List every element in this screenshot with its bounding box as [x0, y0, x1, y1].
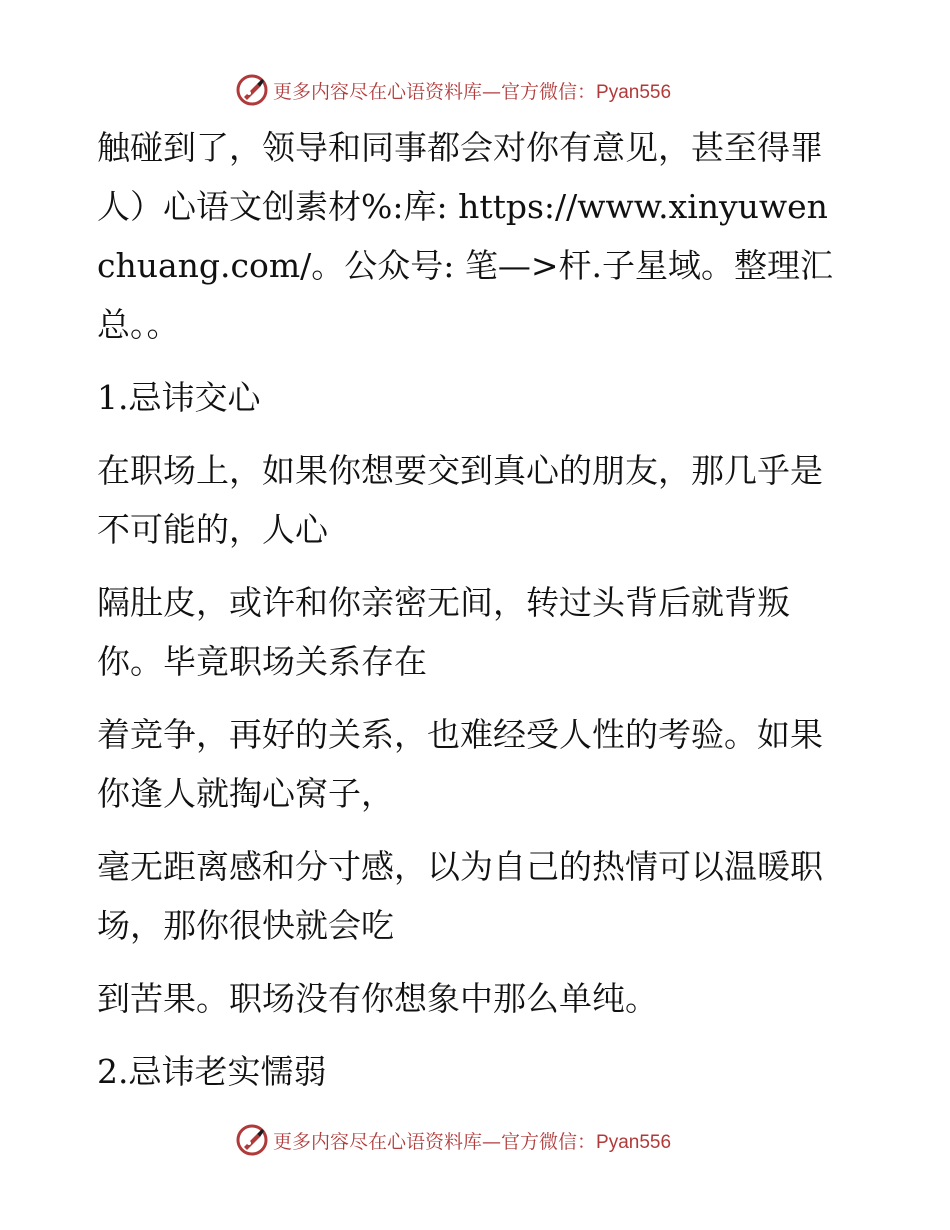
watermark-text: 更多内容尽在心语资料库—官方微信：Pyan556 [273, 1130, 672, 1153]
paragraph-5: 到苦果。职场没有你想象中那么单纯。 [97, 979, 658, 1018]
paragraph-intro: 触碰到了，领导和同事都会对你有意见，甚至得罪人）心语文创素材%:库: https://www.xinyuwenchuang.com/。公众号: 笔—>杆.子星域。整理汇总。。 [97, 128, 834, 344]
paragraph-1: 在职场上，如果你想要交到真心的朋友，那几乎是不可能的，人心 [97, 451, 823, 549]
watermark-text: 更多内容尽在心语资料库—官方微信：Pyan556 [273, 80, 672, 103]
document-body [97, 118, 837, 1115]
paragraph-2: 隔肚皮，或许和你亲密无间，转过头背后就背叛你。毕竟职场关系存在 [97, 583, 790, 681]
pen-logo-icon [235, 1123, 269, 1157]
paragraph-3: 着竞争，再好的关系，也难经受人性的考验。如果你逢人就掏心窝子， [97, 715, 823, 813]
header-watermark [235, 72, 671, 108]
heading-1: 1.忌讳交心 [97, 378, 261, 417]
paragraph-4: 毫无距离感和分寸感，以为自己的热情可以温暖职场，那你很快就会吃 [97, 847, 823, 945]
footer-watermark [235, 1122, 671, 1158]
pen-logo-icon [235, 73, 269, 107]
heading-2: 2.忌讳老实懦弱 [97, 1052, 327, 1091]
